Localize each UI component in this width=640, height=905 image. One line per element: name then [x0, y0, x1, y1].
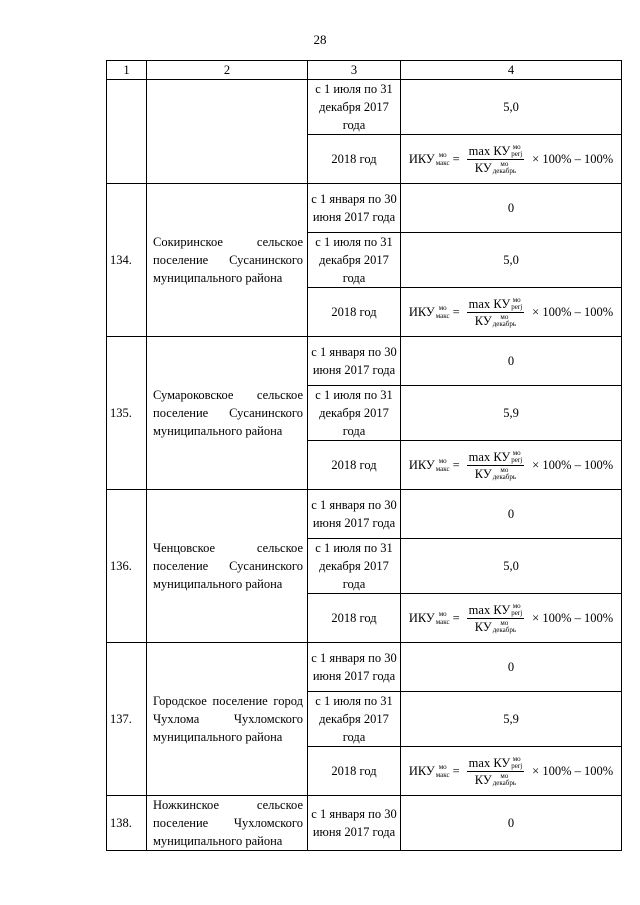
value-text: 0 — [507, 816, 515, 830]
entry-number: 134. — [107, 184, 147, 337]
formula-lhs-symbol: ИКУ — [408, 610, 435, 625]
formula-den-sub: декабрь — [492, 472, 517, 481]
formula-num-symbol: max КУ — [468, 143, 511, 158]
formula-num-sup: мо — [512, 142, 521, 151]
value-cell — [401, 288, 622, 337]
period-cell: с 1 июля по 31 декабря 2017 года — [308, 539, 401, 594]
entry-name: Городское поселение город Чухлома Чухломского муниципального района — [147, 643, 308, 796]
table-row — [107, 490, 622, 539]
formula-num-sub-text: per — [511, 761, 521, 770]
value-cell — [401, 594, 622, 643]
header-col-3: 3 — [308, 61, 401, 80]
formula-lhs-sup: мо — [438, 763, 447, 771]
formula-den-symbol: КУ — [474, 772, 492, 787]
formula-lhs-indices — [436, 610, 450, 626]
entry-name: Сокиринское сельское поселение Сусанинского муниципального района — [147, 184, 308, 337]
value-text: 0 — [507, 201, 515, 215]
formula-num-symbol: max КУ — [468, 296, 511, 311]
formula-numerator — [467, 602, 525, 619]
header-col-1: 1 — [107, 61, 147, 80]
table-row — [107, 184, 622, 233]
formula-fraction — [467, 602, 525, 635]
formula-den-indices — [493, 773, 516, 787]
formula-num-symbol: max КУ — [468, 449, 511, 464]
period-cell: с 1 января по 30 июня 2017 года — [308, 490, 401, 539]
formula-num-sub-j: j — [520, 455, 523, 464]
formula-lhs-indices — [436, 763, 450, 779]
value-cell — [401, 796, 622, 851]
formula-den-indices — [493, 161, 516, 175]
formula-lhs-sup: мо — [438, 304, 447, 312]
value-text: 5,0 — [503, 559, 519, 573]
period-cell: с 1 января по 30 июня 2017 года — [308, 337, 401, 386]
formula-num-indices — [511, 756, 522, 770]
value-cell — [401, 441, 622, 490]
header-row — [107, 61, 622, 80]
formula-den-sup: мо — [500, 159, 509, 168]
value-text: 0 — [507, 660, 515, 674]
formula — [409, 143, 613, 176]
formula-lhs — [409, 763, 450, 779]
formula-den-symbol: КУ — [474, 466, 492, 481]
formula-lhs-sup: мо — [438, 151, 447, 159]
formula-numerator — [467, 143, 525, 160]
entry-name-cell — [147, 80, 308, 184]
period-cell: с 1 января по 30 июня 2017 года — [308, 796, 401, 851]
formula-numerator — [467, 449, 525, 466]
period-cell: 2018 год — [308, 594, 401, 643]
entry-name: Ченцовское сельское поселение Сусанинского муниципального района — [147, 490, 308, 643]
period-cell: с 1 июля по 31 декабря 2017 года — [308, 386, 401, 441]
value-cell — [401, 337, 622, 386]
formula-denominator — [473, 160, 518, 176]
table-row — [107, 80, 622, 135]
formula-num-sub-text: per — [511, 608, 521, 617]
formula-den-sup: мо — [500, 618, 509, 627]
formula — [409, 296, 613, 329]
formula-num-indices — [511, 297, 522, 311]
formula-fraction — [467, 296, 525, 329]
formula-numerator — [467, 755, 525, 772]
period-cell: 2018 год — [308, 135, 401, 184]
formula-lhs-indices — [436, 151, 450, 167]
period-cell: с 1 июля по 31 декабря 2017 года — [308, 692, 401, 747]
period-cell: с 1 января по 30 июня 2017 года — [308, 184, 401, 233]
formula-tail: × 100% – 100% — [532, 458, 614, 472]
period-cell: 2018 год — [308, 747, 401, 796]
formula-lhs-symbol: ИКУ — [408, 457, 435, 472]
formula-den-sup: мо — [500, 312, 509, 321]
entry-number: 137. — [107, 643, 147, 796]
formula-num-sub-j: j — [520, 608, 523, 617]
entry-name: Сумароковское сельское поселение Сусанинского муниципального района — [147, 337, 308, 490]
formula-num-sub-j: j — [520, 149, 523, 158]
formula-lhs — [409, 457, 450, 473]
formula-tail: × 100% – 100% — [532, 764, 614, 778]
formula-num-sub — [511, 151, 522, 158]
value-cell — [401, 233, 622, 288]
value-cell — [401, 539, 622, 594]
formula-lhs-sub: макс — [435, 312, 450, 320]
entry-number-cell — [107, 80, 147, 184]
formula-lhs-sub: макс — [435, 771, 450, 779]
formula-fraction — [467, 449, 525, 482]
formula-denominator — [473, 772, 518, 788]
formula-num-sub-j: j — [520, 761, 523, 770]
formula-num-indices — [511, 144, 522, 158]
formula-lhs-sup: мо — [438, 457, 447, 465]
formula-den-indices — [493, 467, 516, 481]
formula-num-sub-text: per — [511, 455, 521, 464]
formula-fraction — [467, 755, 525, 788]
table-body — [107, 80, 622, 851]
formula-num-indices — [511, 450, 522, 464]
formula-num-sub — [511, 457, 522, 464]
formula-denominator — [473, 619, 518, 635]
formula-lhs — [409, 151, 450, 167]
value-text: 0 — [507, 507, 515, 521]
entry-number: 138. — [107, 796, 147, 851]
formula-den-sub: декабрь — [492, 319, 517, 328]
formula-equals: = — [452, 152, 460, 166]
formula-equals: = — [452, 764, 460, 778]
formula-num-indices — [511, 603, 522, 617]
formula-num-sup: мо — [512, 295, 521, 304]
table-row — [107, 337, 622, 386]
formula-equals: = — [452, 611, 460, 625]
entry-name: Ножкинское сельское поселение Чухломского муниципального района — [147, 796, 308, 851]
formula-den-symbol: КУ — [474, 619, 492, 634]
formula-lhs-sub: макс — [435, 159, 450, 167]
formula-equals: = — [452, 458, 460, 472]
formula-num-sub-j: j — [520, 302, 523, 311]
formula-equals: = — [452, 305, 460, 319]
formula-den-sup: мо — [500, 771, 509, 780]
formula-num-symbol: max КУ — [468, 755, 511, 770]
period-cell: с 1 июля по 31 декабря 2017 года — [308, 233, 401, 288]
formula-lhs — [409, 304, 450, 320]
table-row — [107, 643, 622, 692]
formula-tail: × 100% – 100% — [532, 305, 614, 319]
tariff-table — [106, 60, 622, 851]
header-col-4: 4 — [401, 61, 622, 80]
entry-number: 136. — [107, 490, 147, 643]
value-text: 5,0 — [503, 253, 519, 267]
value-cell — [401, 692, 622, 747]
entry-number: 135. — [107, 337, 147, 490]
formula-num-sup: мо — [512, 601, 521, 610]
value-text: 5,0 — [503, 100, 519, 114]
formula-num-sup: мо — [512, 754, 521, 763]
formula — [409, 602, 613, 635]
formula-lhs-sub: макс — [435, 465, 450, 473]
period-cell: с 1 июля по 31 декабря 2017 года — [308, 80, 401, 135]
period-cell: с 1 января по 30 июня 2017 года — [308, 643, 401, 692]
formula-lhs-indices — [436, 457, 450, 473]
formula-lhs-sub: макс — [435, 618, 450, 626]
formula-num-sup: мо — [512, 448, 521, 457]
formula-den-sub: декабрь — [492, 778, 517, 787]
page-number: 28 — [313, 32, 327, 47]
formula-den-sub: декабрь — [492, 166, 517, 175]
formula-num-sub-text: per — [511, 149, 521, 158]
formula-lhs-symbol: ИКУ — [408, 304, 435, 319]
period-cell: 2018 год — [308, 441, 401, 490]
value-text: 5,9 — [503, 712, 519, 726]
formula-lhs-sup: мо — [438, 610, 447, 618]
formula — [409, 755, 613, 788]
formula-denominator — [473, 466, 518, 482]
value-cell — [401, 643, 622, 692]
formula-num-symbol: max КУ — [468, 602, 511, 617]
value-cell — [401, 490, 622, 539]
formula-den-indices — [493, 620, 516, 634]
formula-den-indices — [493, 314, 516, 328]
formula-denominator — [473, 313, 518, 329]
formula-den-sup: мо — [500, 465, 509, 474]
value-cell — [401, 747, 622, 796]
table-row — [107, 796, 622, 851]
value-cell — [401, 184, 622, 233]
formula-numerator — [467, 296, 525, 313]
formula-lhs-symbol: ИКУ — [408, 763, 435, 778]
formula-num-sub — [511, 763, 522, 770]
formula-num-sub-text: per — [511, 302, 521, 311]
formula-den-symbol: КУ — [474, 160, 492, 175]
formula-den-symbol: КУ — [474, 313, 492, 328]
value-text: 5,9 — [503, 406, 519, 420]
formula-tail: × 100% – 100% — [532, 152, 614, 166]
formula-lhs — [409, 610, 450, 626]
formula-fraction — [467, 143, 525, 176]
period-cell: 2018 год — [308, 288, 401, 337]
value-text: 0 — [507, 354, 515, 368]
formula-num-sub — [511, 610, 522, 617]
value-cell — [401, 386, 622, 441]
formula-tail: × 100% – 100% — [532, 611, 614, 625]
formula-lhs-symbol: ИКУ — [408, 151, 435, 166]
header-col-2: 2 — [147, 61, 308, 80]
formula — [409, 449, 613, 482]
value-cell — [401, 135, 622, 184]
formula-lhs-indices — [436, 304, 450, 320]
formula-num-sub — [511, 304, 522, 311]
formula-den-sub: декабрь — [492, 625, 517, 634]
value-cell — [401, 80, 622, 135]
